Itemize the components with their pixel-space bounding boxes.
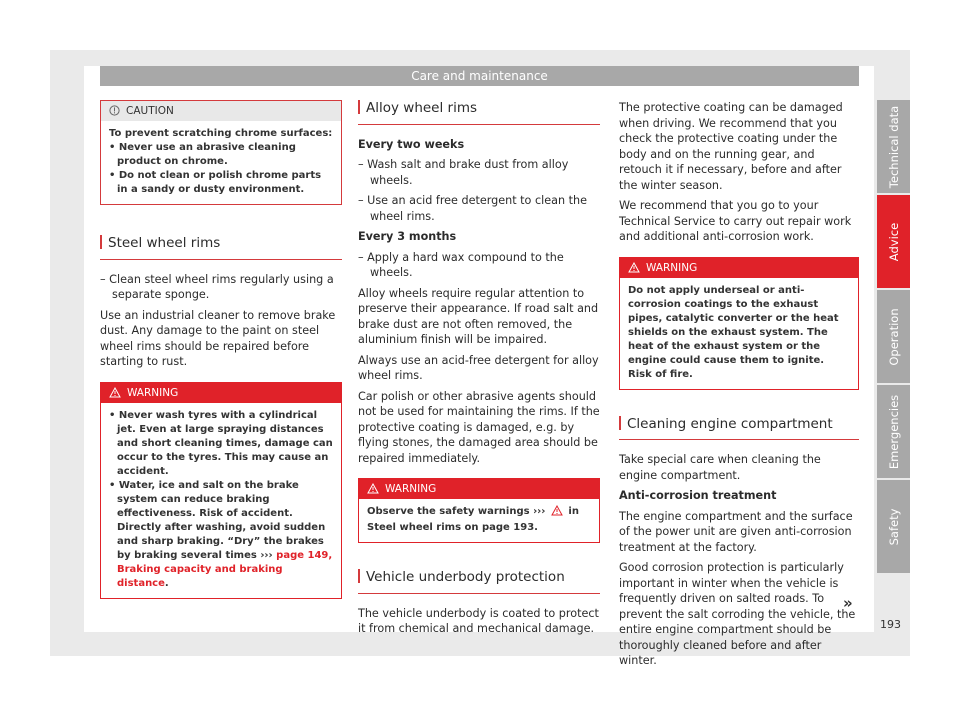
caution-header — [101, 101, 341, 121]
tab-technical-data[interactable]: Technical data — [877, 100, 910, 193]
chapter-header: Care and maintenance — [100, 66, 859, 86]
page-number: 193 — [880, 618, 901, 631]
engine-paragraph: Good corrosion protection is particularly important in winter when the vehicle is frequently driven on salted roads. To prevent the salt corroding the vehicle, the entire engine compartment should be thoroughly cleaned before and after winter. — [619, 561, 856, 667]
warning-box-underseal — [619, 257, 859, 390]
warning-header — [101, 383, 341, 403]
column-3 — [619, 100, 859, 674]
caution-item: • Do not clean or polish chrome parts in a sandy or dusty environment. — [109, 170, 322, 195]
engine-paragraph: The engine compartment and the surface of the power unit are given anti-corrosion treatment at the factory. — [619, 509, 853, 554]
caution-box — [100, 100, 342, 205]
tab-advice[interactable]: Advice — [877, 195, 910, 288]
tab-emergencies[interactable]: Emergencies — [877, 385, 910, 478]
warning-label: WARNING — [646, 261, 698, 274]
alloy-subhead-weeks: Every two weeks — [358, 137, 465, 151]
section-title-alloy: Alloy wheel rims — [358, 100, 600, 125]
alloy-step: – Wash salt and brake dust from alloy wheels. — [358, 158, 569, 187]
tab-operation[interactable]: Operation — [877, 290, 910, 383]
warning-label: WARNING — [127, 386, 179, 399]
warning-header — [359, 479, 599, 499]
caution-item: • Never use an abrasive cleaning product on chrome. — [109, 142, 296, 167]
warning-triangle-icon — [109, 385, 121, 405]
warning-text: Observe the safety warnings ››› in Steel wheel rims on page 193. — [367, 506, 579, 533]
steel-step: – Clean steel wheel rims regularly using a separate sponge. — [100, 272, 334, 301]
engine-subhead: Anti-corrosion treatment — [619, 489, 777, 502]
info-circle-icon — [109, 103, 120, 123]
protection-paragraph: We recommend that you go to your Technical Service to carry out repair work and additional anti-corrosion work. — [619, 199, 852, 243]
warning-triangle-icon — [367, 481, 379, 501]
warning-label: WARNING — [385, 483, 437, 495]
section-title-steel: Steel wheel rims — [100, 235, 342, 260]
alloy-subhead-months: Every 3 months — [358, 230, 457, 243]
warning-box-tyres — [100, 382, 342, 599]
caution-label: CAUTION — [126, 105, 174, 117]
warning-header — [620, 258, 858, 278]
warning-triangle-icon — [628, 260, 640, 280]
cross-ref-arrows: ››› — [533, 506, 546, 517]
warning-triangle-icon — [551, 505, 563, 521]
protection-paragraph: The protective coating can be damaged when driving. We recommend that you check the protective coating under the body and on the running gear, and retouch it if necessary, before and after the winter season. — [619, 101, 843, 192]
alloy-step: – Use an acid free detergent to clean the wheel rims. — [358, 194, 587, 223]
warning-item: • Water, ice and salt on the brake system can reduce braking effectiveness. Risk of accident. Directly after washing, avoid sudden and sharp braking. “Dry” the brakes by braking several times ››› page 149, Braking capacity and braking distance. — [109, 479, 333, 589]
page-link-braking[interactable]: page 149, Braking capacity and braking distance — [117, 549, 333, 589]
warning-box-alloy — [358, 478, 600, 543]
tab-safety[interactable]: Safety — [877, 480, 910, 573]
warning-item: • Never wash tyres with a cylindrical jet. Even at large spraying distances and short cleaning times, damage can occur to the tyres. This may cause an accident. — [109, 409, 333, 477]
section-title-underbody: Vehicle underbody protection — [358, 569, 600, 594]
column-2 — [358, 100, 600, 642]
cross-ref-arrows: ››› — [260, 549, 273, 561]
alloy-paragraph: Car polish or other abrasive agents should not be used for maintaining the rims. If the protective coating is damaged, e.g. by flying stones, the damaged area should be repaired immediately. — [358, 389, 600, 465]
alloy-step: – Apply a hard wax compound to the wheels. — [358, 250, 564, 279]
section-title-engine: Cleaning engine compartment — [619, 416, 859, 441]
alloy-paragraph: Always use an acid-free detergent for alloy wheel rims. — [358, 353, 599, 382]
page-link-steel[interactable]: in Steel wheel rims on page 193. — [367, 506, 579, 533]
alloy-paragraph: Alloy wheels require regular attention to preserve their appearance. If road salt and brake dust are not often removed, the aluminium finish will be impaired. — [358, 286, 599, 346]
continue-marker: » — [843, 594, 853, 612]
engine-paragraph: Take special care when cleaning the engine compartment. — [619, 453, 821, 482]
warning-text: Do not apply underseal or anti-corrosion coatings to the exhaust pipes, catalytic converter or the heat shields on the exhaust system. The heat of the exhaust system or the engine could cause them to ignite. Risk of fire. — [628, 284, 839, 380]
underbody-paragraph: The vehicle underbody is coated to protect it from chemical and mechanical damage. — [358, 606, 599, 635]
steel-paragraph: Use an industrial cleaner to remove brake dust. Any damage to the paint on steel wheel rims should be repaired before starting to rust. — [100, 308, 336, 368]
caution-lead: To prevent scratching chrome surfaces: — [109, 128, 333, 139]
chapter-tabs — [877, 100, 910, 575]
column-1 — [100, 100, 342, 599]
